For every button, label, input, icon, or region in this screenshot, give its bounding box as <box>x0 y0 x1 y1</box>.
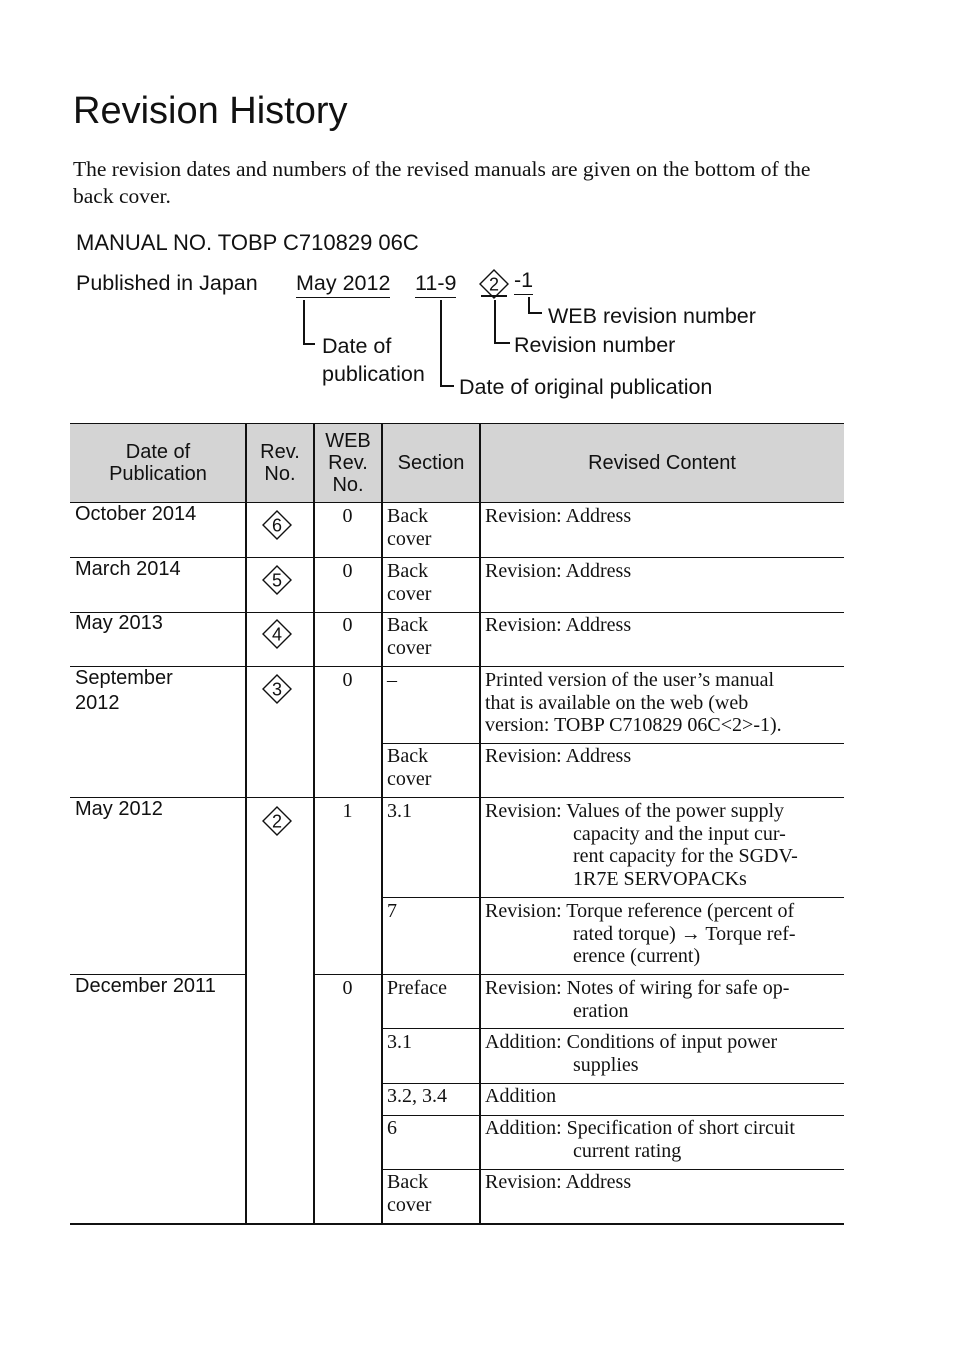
legend-rev-number: 2 <box>488 274 500 295</box>
connector-date <box>303 300 305 344</box>
manual-number: MANUAL NO. TOBP C710829 06C <box>76 230 419 255</box>
row-line <box>381 1115 844 1116</box>
connector-rev <box>494 300 496 343</box>
row-web-rev: 0 <box>342 505 353 527</box>
intro-paragraph: The revision dates and numbers of the revised manuals are given on the bottom of the back cover. <box>73 157 811 208</box>
rev-diamond-icon <box>262 510 292 540</box>
row-content: Revision: Address <box>485 614 632 636</box>
svg-text:2: 2 <box>271 811 283 832</box>
legend-rev-underline <box>481 295 507 297</box>
row-line <box>70 557 844 558</box>
row-date: May 2012 <box>75 798 163 820</box>
header-section: Section <box>397 452 465 474</box>
row-line <box>313 974 844 975</box>
row-section: Back cover <box>387 505 432 550</box>
row-content: Addition: Conditions of input power supplies <box>485 1031 778 1076</box>
header-date: Date of Publication <box>109 441 207 485</box>
row-section: 3.1 <box>387 800 412 822</box>
rev-diamond-icon <box>262 806 292 836</box>
connector-date-tick <box>303 343 315 345</box>
row-section: Back cover <box>387 745 432 790</box>
svg-text:6: 6 <box>271 515 283 536</box>
row-section: Back cover <box>387 1171 432 1216</box>
row-content: Addition: Specification of short circuit current rating <box>485 1117 795 1162</box>
row-section: 3.2, 3.4 <box>387 1085 447 1107</box>
date-publication-label-2: publication <box>322 362 425 386</box>
row-web-rev: 0 <box>342 560 353 582</box>
legend-date: May 2012 <box>296 271 390 298</box>
row-line <box>70 797 844 798</box>
row-section: 6 <box>387 1117 397 1139</box>
svg-text:5: 5 <box>271 570 283 591</box>
row-section: 7 <box>387 900 397 922</box>
rev-diamond-icon <box>262 619 292 649</box>
connector-web-tick <box>528 312 542 314</box>
connector-orig-tick <box>440 385 454 387</box>
legend-original-date: 11-9 <box>415 271 456 298</box>
row-content: Revision: Torque reference (percent of rated torque) → Torque ref- erence (current) <box>485 900 796 967</box>
row-section: 3.1 <box>387 1031 412 1053</box>
col-line-3 <box>381 423 383 1224</box>
row-date: December 2011 <box>75 975 216 997</box>
connector-rev-tick <box>494 342 510 344</box>
row-line <box>70 612 844 613</box>
col-line-1 <box>245 423 247 1224</box>
table-bottom-line <box>70 1223 844 1225</box>
header-content: Revised Content <box>588 452 736 474</box>
connector-web <box>528 297 530 313</box>
row-section: – <box>387 669 397 691</box>
row-date: October 2014 <box>75 503 197 525</box>
row-date: September 2012 <box>75 667 173 714</box>
row-line <box>381 897 844 898</box>
row-content: Revision: Address <box>485 505 632 527</box>
row-content: Revision: Address <box>485 1171 632 1193</box>
row-web-rev: 0 <box>342 669 353 691</box>
col-line-2 <box>313 423 315 1224</box>
row-section: Back cover <box>387 560 432 605</box>
table-header <box>70 423 844 503</box>
row-date: March 2014 <box>75 558 181 580</box>
rev-diamond-icon <box>262 565 292 595</box>
row-content: Revision: Values of the power supply capacity and the input cur- rent capacity for the SGDV- 1R7E SERVOPACKs <box>485 800 798 890</box>
row-web-rev: 1 <box>342 800 353 822</box>
row-section: Preface <box>387 977 447 999</box>
row-content: Addition <box>485 1085 557 1107</box>
row-line <box>70 666 844 667</box>
revision-number-label: Revision number <box>514 333 676 357</box>
row-content: Revision: Address <box>485 560 632 582</box>
row-web-rev: 0 <box>342 614 353 636</box>
row-content: Revision: Notes of wiring for safe op- eration <box>485 977 790 1022</box>
svg-text:3: 3 <box>271 679 283 700</box>
row-line <box>381 1028 844 1029</box>
row-line <box>381 1169 844 1170</box>
header-web-rev: WEB Rev. No. <box>325 430 371 496</box>
rev-diamond-icon <box>262 674 292 704</box>
original-date-label: Date of original publication <box>459 375 713 399</box>
date-publication-label-1: Date of <box>322 334 392 358</box>
row-web-rev: 0 <box>342 977 353 999</box>
svg-text:4: 4 <box>271 624 283 645</box>
header-rev: Rev. No. <box>260 441 300 485</box>
connector-orig <box>440 300 442 386</box>
row-line <box>381 1083 844 1084</box>
web-revision-label: WEB revision number <box>548 304 756 328</box>
row-date: May 2013 <box>75 612 163 634</box>
row-line <box>381 743 844 744</box>
col-line-4 <box>479 423 481 1224</box>
page-title: Revision History <box>73 90 348 132</box>
published-label: Published in Japan <box>76 271 258 295</box>
legend-web-number: -1 <box>514 268 533 295</box>
row-content: Revision: Address <box>485 745 632 767</box>
row-section: Back cover <box>387 614 432 659</box>
row-content: Printed version of the user’s manual that is available on the web (web version: TOBP C710829 06C<2>-1). <box>485 669 782 736</box>
